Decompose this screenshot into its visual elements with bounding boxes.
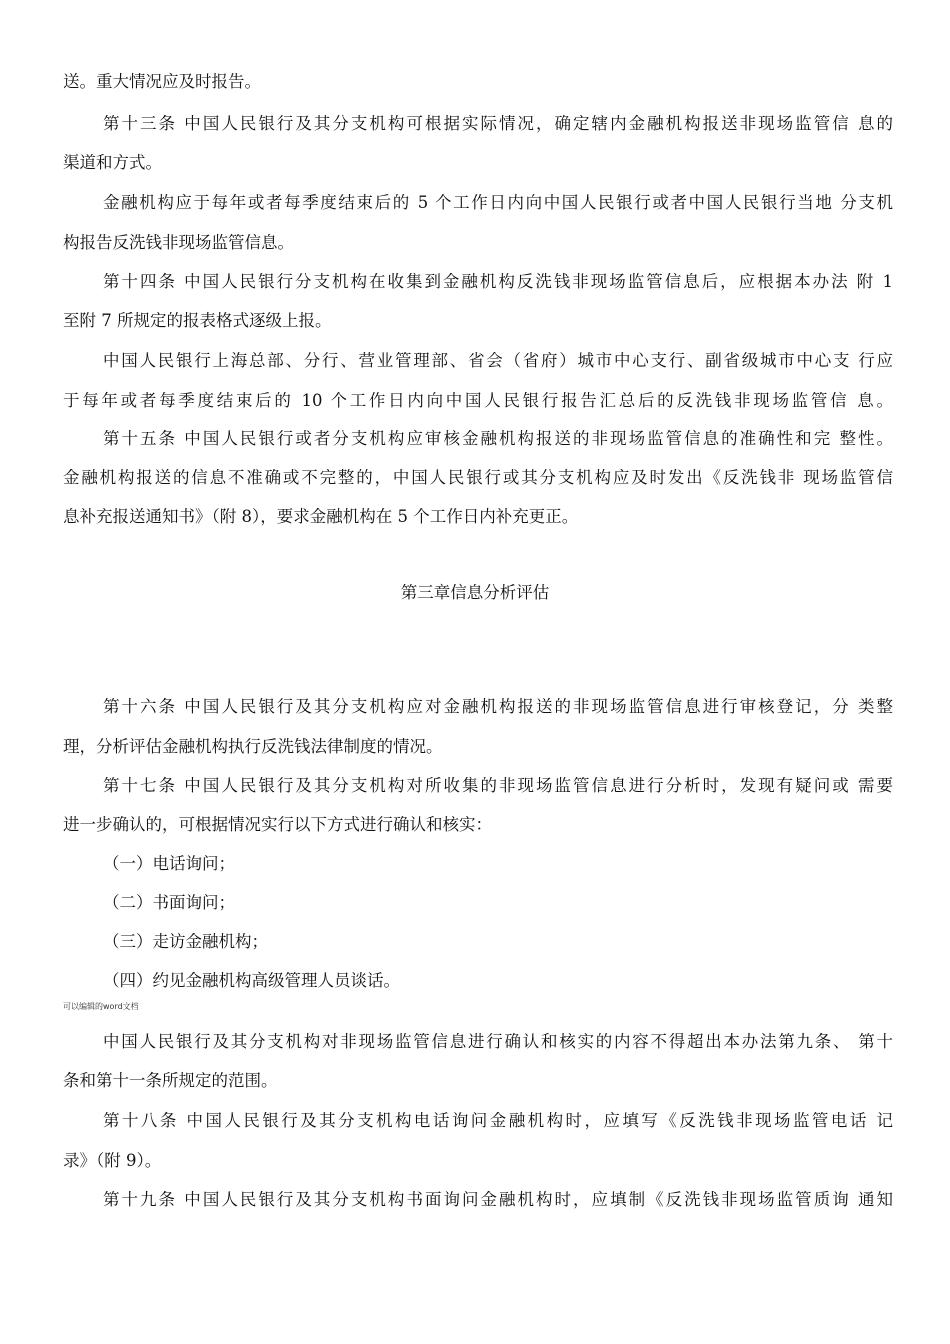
- list-item: （三）走访金融机构；: [103, 932, 268, 951]
- article-17-line-2: 进一步确认的，可根据情况实行以下方式进行确认和核实：: [63, 815, 492, 834]
- paragraph-line: 送。重大情况应及时报告。: [63, 72, 261, 91]
- article-15-line-3: 息补充报送通知书》（附 8），要求金融机构在 5 个工作日内补充更正。: [63, 507, 579, 526]
- paragraph-line: 中国人民银行及其分支机构对非现场监管信息进行确认和核实的内容不得超出本办法第九条、 第十: [103, 1032, 893, 1051]
- list-item: （四）约见金融机构高级管理人员谈话。: [103, 971, 400, 990]
- paragraph-line: 于每年或者每季度结束后的 10 个工作日内向中国人民银行报告汇总后的反洗钱非现场监管信 息。: [63, 391, 893, 410]
- article-13-line-2: 渠道和方式。: [63, 153, 162, 172]
- article-15-line-1: 第十五条 中国人民银行或者分支机构应审核金融机构报送的非现场监管信息的准确性和完 整性。: [103, 429, 893, 448]
- list-item: （一）电话询问；: [103, 854, 235, 873]
- article-13-line-1: 第十三条 中国人民银行及其分支机构可根据实际情况，确定辖内金融机构报送非现场监管信 息的: [103, 114, 893, 133]
- paragraph-line: 金融机构应于每年或者每季度结束后的 5 个工作日内向中国人民银行或者中国人民银行当地 分支机: [103, 193, 893, 212]
- article-16-line-2: 理，分析评估金融机构执行反洗钱法律制度的情况。: [63, 737, 443, 756]
- article-14-line-1: 第十四条 中国人民银行分支机构在收集到金融机构反洗钱非现场监管信息后，应根据本办法 附 1: [103, 272, 893, 291]
- article-17-line-1: 第十七条 中国人民银行及其分支机构对所收集的非现场监管信息进行分析时，发现有疑问或 需要: [103, 776, 893, 795]
- article-15-line-2: 金融机构报送的信息不准确或不完整的，中国人民银行或其分支机构应及时发出《反洗钱非 现场监管信: [63, 468, 893, 487]
- article-14-line-2: 至附 7 所规定的报表格式逐级上报。: [63, 311, 332, 330]
- article-18-line-1: 第十八条 中国人民银行及其分支机构电话询问金融机构时，应填写《反洗钱非现场监管电话 记: [103, 1111, 893, 1130]
- article-19-line-1: 第十九条 中国人民银行及其分支机构书面询问金融机构时，应填制《反洗钱非现场监管质询 通知: [103, 1190, 893, 1209]
- paragraph-line: 中国人民银行上海总部、分行、营业管理部、省会（省府）城市中心支行、副省级城市中心支 行应: [103, 351, 893, 370]
- article-16-line-1: 第十六条 中国人民银行及其分支机构应对金融机构报送的非现场监管信息进行审核登记，分 类整: [103, 697, 893, 716]
- chapter-heading: 第三章信息分析评估: [400, 583, 550, 602]
- watermark-text: 可以编辑的word文档: [63, 1002, 139, 1011]
- article-18-line-2: 录》（附 9）。: [63, 1151, 162, 1170]
- paragraph-line: 条和第十一条所规定的范围。: [63, 1071, 278, 1090]
- paragraph-line: 构报告反洗钱非现场监管信息。: [63, 233, 294, 252]
- list-item: （二）书面询问；: [103, 893, 235, 912]
